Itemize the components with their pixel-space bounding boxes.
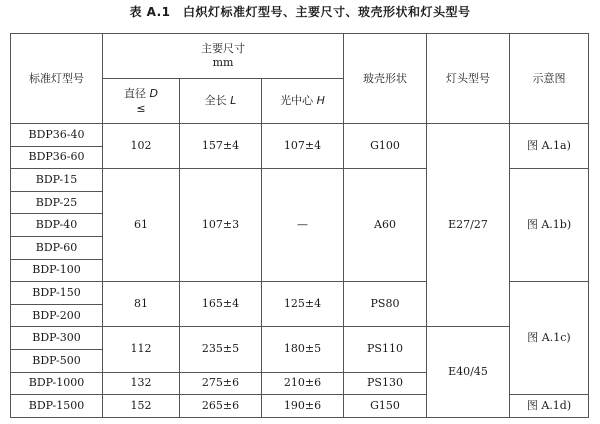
header-diameter-label: 直径 <box>124 87 146 100</box>
center-cell: 107±4 <box>262 124 344 169</box>
diameter-cell: 81 <box>103 282 180 327</box>
header-model: 标准灯型号 <box>11 34 103 124</box>
model-cell: BDP-1500 <box>11 395 103 418</box>
base-cell: E40/45 <box>427 327 510 417</box>
model-cell: BDP-300 <box>11 327 103 350</box>
model-cell: BDP-1000 <box>11 372 103 395</box>
bulb-cell: PS80 <box>344 282 427 327</box>
table-row <box>11 124 589 147</box>
model-cell: BDP-150 <box>11 282 103 305</box>
diameter-cell: 102 <box>103 124 180 169</box>
lamp-spec-table <box>10 33 589 418</box>
figure-cell: 图 A.1b) <box>510 169 589 282</box>
header-diameter-note: ≤ <box>136 102 146 115</box>
header-main-dims-label: 主要尺寸 <box>201 42 245 55</box>
center-cell: 190±6 <box>262 395 344 418</box>
diameter-cell: 61 <box>103 169 180 282</box>
header-row-1 <box>11 34 589 79</box>
model-cell: BDP-15 <box>11 169 103 192</box>
length-cell: 235±5 <box>180 327 262 372</box>
table-title: 表 A.1 白炽灯标准灯型号、主要尺寸、玻壳形状和灯头型号 <box>129 5 471 19</box>
header-length <box>180 79 262 124</box>
diameter-cell: 112 <box>103 327 180 372</box>
model-cell: BDP36-40 <box>11 124 103 147</box>
header-center <box>262 79 344 124</box>
length-cell: 165±4 <box>180 282 262 327</box>
model-cell: BDP-25 <box>11 191 103 214</box>
center-cell: — <box>262 169 344 282</box>
header-diameter <box>103 79 180 124</box>
header-bulb-shape: 玻壳形状 <box>344 34 427 124</box>
model-cell: BDP-60 <box>11 236 103 259</box>
model-cell: BDP-40 <box>11 214 103 237</box>
bulb-cell: G150 <box>344 395 427 418</box>
length-cell: 265±6 <box>180 395 262 418</box>
center-cell: 125±4 <box>262 282 344 327</box>
figure-cell: 图 A.1d) <box>510 395 589 418</box>
figure-cell: 图 A.1a) <box>510 124 589 169</box>
model-cell: BDP-500 <box>11 349 103 372</box>
header-figure: 示意图 <box>510 34 589 124</box>
table-row <box>11 327 589 350</box>
model-cell: BDP36-60 <box>11 146 103 169</box>
center-cell: 180±5 <box>262 327 344 372</box>
bulb-cell: PS110 <box>344 327 427 372</box>
header-length-label: 全长 <box>204 94 227 107</box>
length-cell: 275±6 <box>180 372 262 395</box>
header-main-dimensions <box>103 34 344 79</box>
base-cell: E27/27 <box>427 124 510 327</box>
length-cell: 157±4 <box>180 124 262 169</box>
bulb-cell: PS130 <box>344 372 427 395</box>
center-cell: 210±6 <box>262 372 344 395</box>
figure-cell: 图 A.1c) <box>510 282 589 395</box>
header-center-label: 光中心 <box>280 94 314 107</box>
diameter-cell: 152 <box>103 395 180 418</box>
header-unit: mm <box>212 56 234 69</box>
header-diameter-var: D <box>149 87 158 100</box>
header-length-var: L <box>230 94 237 107</box>
model-cell: BDP-100 <box>11 259 103 282</box>
header-center-var: H <box>316 94 325 107</box>
header-base-type: 灯头型号 <box>427 34 510 124</box>
bulb-cell: G100 <box>344 124 427 169</box>
model-cell: BDP-200 <box>11 304 103 327</box>
length-cell: 107±3 <box>180 169 262 282</box>
bulb-cell: A60 <box>344 169 427 282</box>
diameter-cell: 132 <box>103 372 180 395</box>
